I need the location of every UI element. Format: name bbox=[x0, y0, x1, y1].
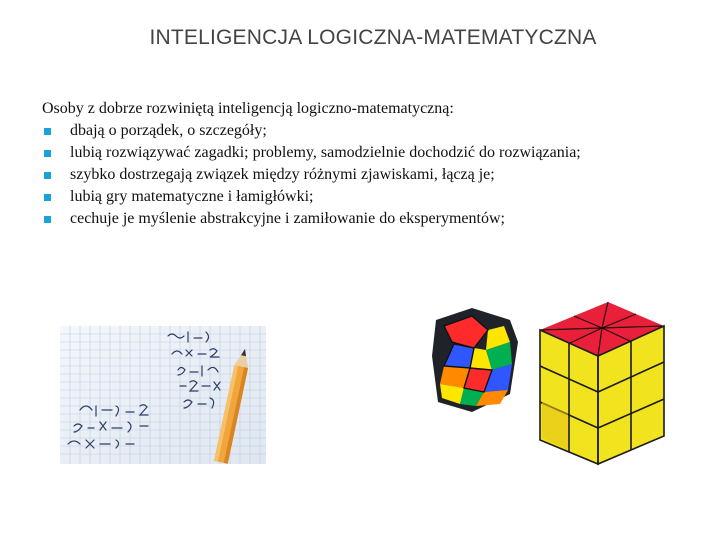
cube-puzzle-icon bbox=[540, 302, 664, 464]
star-puzzle-icon bbox=[432, 308, 518, 412]
list-item bbox=[42, 208, 692, 230]
bullet-text: lubią rozwiązywać zagadki; problemy, samodzielnie dochodzić do rozwiązania; bbox=[70, 144, 581, 161]
bullet-square-icon bbox=[44, 128, 51, 135]
slide-body bbox=[42, 98, 692, 230]
bullet-square-icon bbox=[44, 216, 51, 223]
puzzle-cube-image bbox=[424, 296, 670, 468]
bullet-text: dbają o porządek, o szczegóły; bbox=[70, 122, 267, 139]
list-item bbox=[42, 186, 692, 208]
bullet-square-icon bbox=[44, 172, 51, 179]
bullet-text: lubią gry matematyczne i łamigłówki; bbox=[70, 188, 314, 205]
bullet-list bbox=[42, 120, 692, 230]
bullet-text: cechuje je myślenie abstrakcyjne i zamiłowanie do eksperymentów; bbox=[70, 210, 505, 227]
math-notebook-pencil-image bbox=[60, 326, 266, 464]
list-item bbox=[42, 164, 692, 186]
list-item bbox=[42, 120, 692, 142]
intro-text: Osoby z dobrze rozwiniętą inteligencją logiczno-matematyczną: bbox=[42, 100, 454, 117]
slide-title: INTELIGENCJA LOGICZNA-MATEMATYCZNA bbox=[149, 26, 597, 49]
bullet-square-icon bbox=[44, 194, 51, 201]
bullet-square-icon bbox=[44, 150, 51, 157]
list-item bbox=[42, 142, 692, 164]
bullet-text: szybko dostrzegają związek między różnymi zjawiskami, łączą je; bbox=[70, 166, 495, 183]
